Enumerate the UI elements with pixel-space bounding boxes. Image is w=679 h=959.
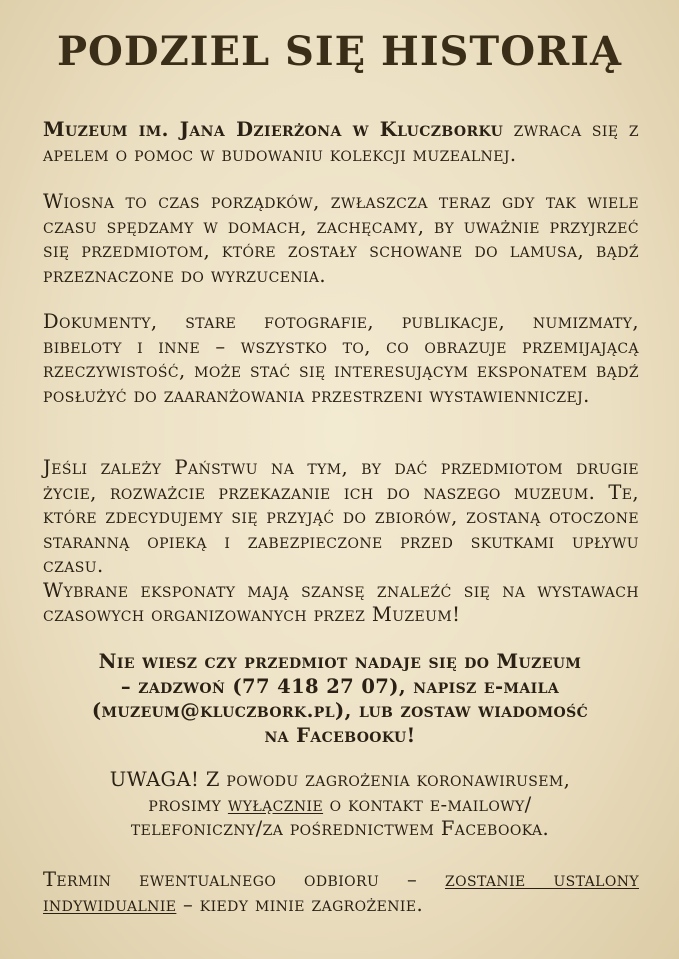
items-paragraph: Dokumenty, stare fotografie, publikacje, numizmaty, bibeloty i inne – wszystko to, co obrazuje przemijającą rzeczywistość, może stać się interesującym eksponatem bądź posłużyć do zaaranżowania przestrzeni wystawienniczej. xyxy=(43,310,639,407)
underlined-scheduled: zostanie ustalony xyxy=(444,868,639,891)
exhibition-text: Wybrane eksponaty mają szansę znaleźć się na wystawach czasowych organizowanych przez Muzeum! xyxy=(43,578,639,626)
donation-text: Jeśli zależy Państwu na tym, by dać przedmiotom drugie życie, rozważcie przekazanie ich do naszego muzeum. Te, które zdecydujemy się przyjąć do zbiorów, zostaną otoczone staranną opieką i zabezpieczone przed skutkami upływu czasu. xyxy=(43,456,639,577)
contact-line-1: Nie wiesz czy przedmiot nadaje się do Muzeum xyxy=(98,650,582,673)
pickup-paragraph: Termin ewentualnego odbioru – zostanie ustalony indywidualnie – kiedy minie zagrożenie. xyxy=(43,868,639,916)
museum-name: Muzeum im. Jana Dzierżona w Kluczborku xyxy=(43,118,504,141)
intro-rest: zwraca się z apelem o pomoc w budowaniu kolekcji muzealnej. xyxy=(43,118,639,166)
underlined-individually: indywidualnie xyxy=(43,892,177,916)
contact-block xyxy=(60,650,620,748)
intro-paragraph xyxy=(43,118,639,167)
underlined-exclusively: wyłącznie xyxy=(227,792,324,816)
contact-line-2: – zadzwoń (77 418 27 07), napisz e-maila xyxy=(120,674,560,698)
contact-line-4: na Facebooku! xyxy=(264,723,416,747)
warning-block xyxy=(60,768,620,842)
warning-line-1: UWAGA! Z powodu zagrożenia koronawirusem, xyxy=(109,768,571,791)
contact-line-3: (muzeum@kluczbork.pl), lub zostaw wiadomość xyxy=(91,699,589,722)
warning-line-3: telefoniczny/za pośrednictwem Facebooka. xyxy=(130,817,550,840)
page-title: PODZIEL SIĘ HISTORIĄ xyxy=(56,28,623,75)
spring-paragraph: Wiosna to czas porządków, zwłaszcza teraz gdy tak wiele czasu spędzamy w domach, zachęcamy, by uważnie przyjrzeć się przedmiotom, które zostały schowane do lamusa, bądź przeznaczone do wyrzucenia. xyxy=(43,190,639,287)
donation-paragraph xyxy=(43,456,639,628)
warning-line-2: prosimy wyłącznie o kontakt e-mailowy/ xyxy=(148,792,532,816)
